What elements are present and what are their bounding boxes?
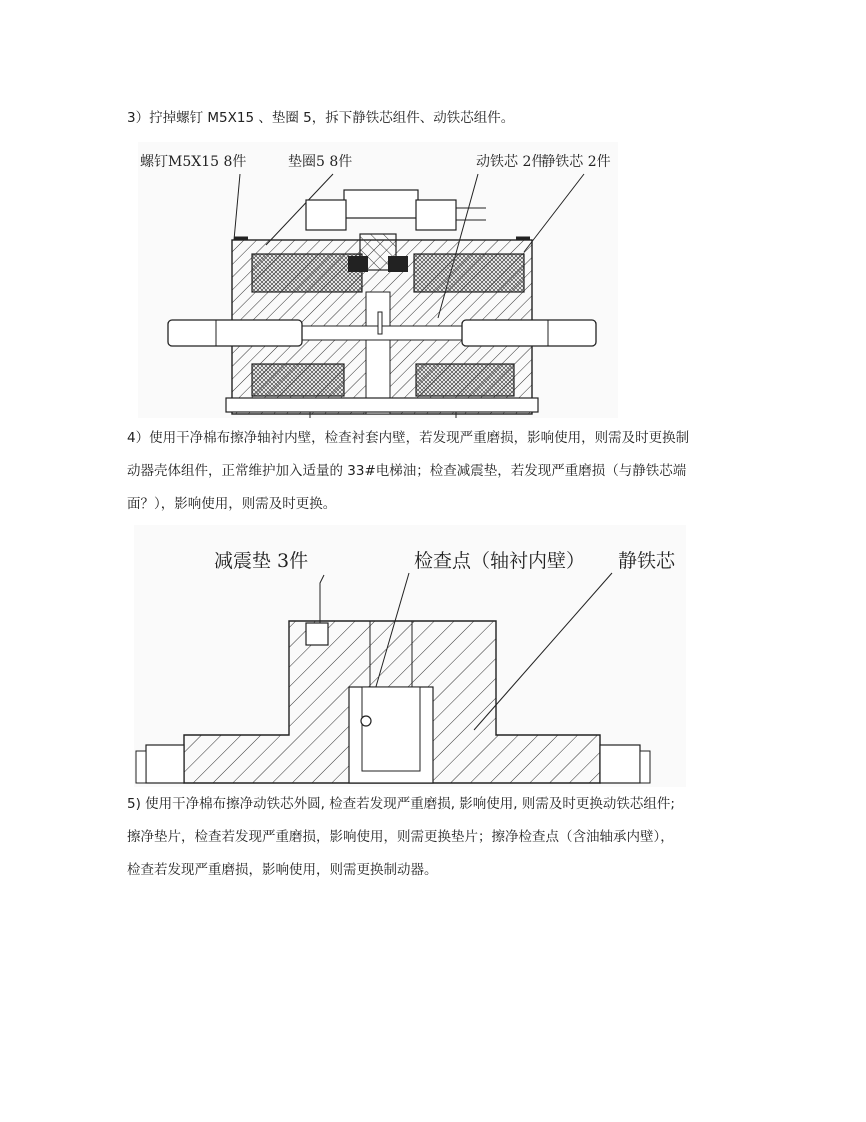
step-5-line-2: 擦净垫片，检查若发现严重磨损，影响使用，则需更换垫片；擦净检查点（含油轴承内壁）， bbox=[127, 829, 674, 845]
label-moving-core: 动铁芯 2件 bbox=[476, 154, 546, 170]
static-core-section-drawing bbox=[134, 525, 686, 787]
step-4-line-1: 4）使用干净棉布擦净轴衬内壁，检查衬套内壁，若发现严重磨损，影响使用，则需及时更换制 bbox=[127, 430, 690, 446]
label-checkpoint: 检查点（轴衬内壁） bbox=[414, 550, 586, 572]
label-damper: 减震垫 3件 bbox=[214, 550, 309, 572]
label-static-core-2: 静铁芯 bbox=[618, 550, 676, 572]
label-washer: 垫圈5 8件 bbox=[288, 154, 353, 170]
step-4-line-2: 动器壳体组件，正常维护加入适量的 33#电梯油；检查减震垫，若发现严重磨损（与静铁芯端 bbox=[127, 463, 687, 479]
brake-cross-section-figure bbox=[138, 142, 618, 418]
step-5-line-3: 检查若发现严重磨损，影响使用，则需更换制动器。 bbox=[127, 862, 438, 878]
step-3-text: 3）拧掉螺钉 M5X15 、垫圈 5，拆下静铁芯组件、动铁芯组件。 bbox=[127, 110, 515, 126]
static-core-section-figure bbox=[134, 525, 686, 787]
step-5-line-1: 5) 使用干净棉布擦净动铁芯外圆, 检查若发现严重磨损, 影响使用, 则需及时更换动铁芯组件; bbox=[127, 796, 675, 812]
step-5-text bbox=[127, 788, 675, 887]
label-static-core: 静铁芯 2件 bbox=[541, 154, 611, 170]
step-4-text bbox=[127, 422, 689, 521]
step-4-line-3: 面？），影响使用，则需及时更换。 bbox=[127, 496, 337, 512]
label-screw: 螺钉M5X15 8件 bbox=[140, 154, 247, 170]
brake-cross-section-drawing bbox=[138, 142, 618, 418]
